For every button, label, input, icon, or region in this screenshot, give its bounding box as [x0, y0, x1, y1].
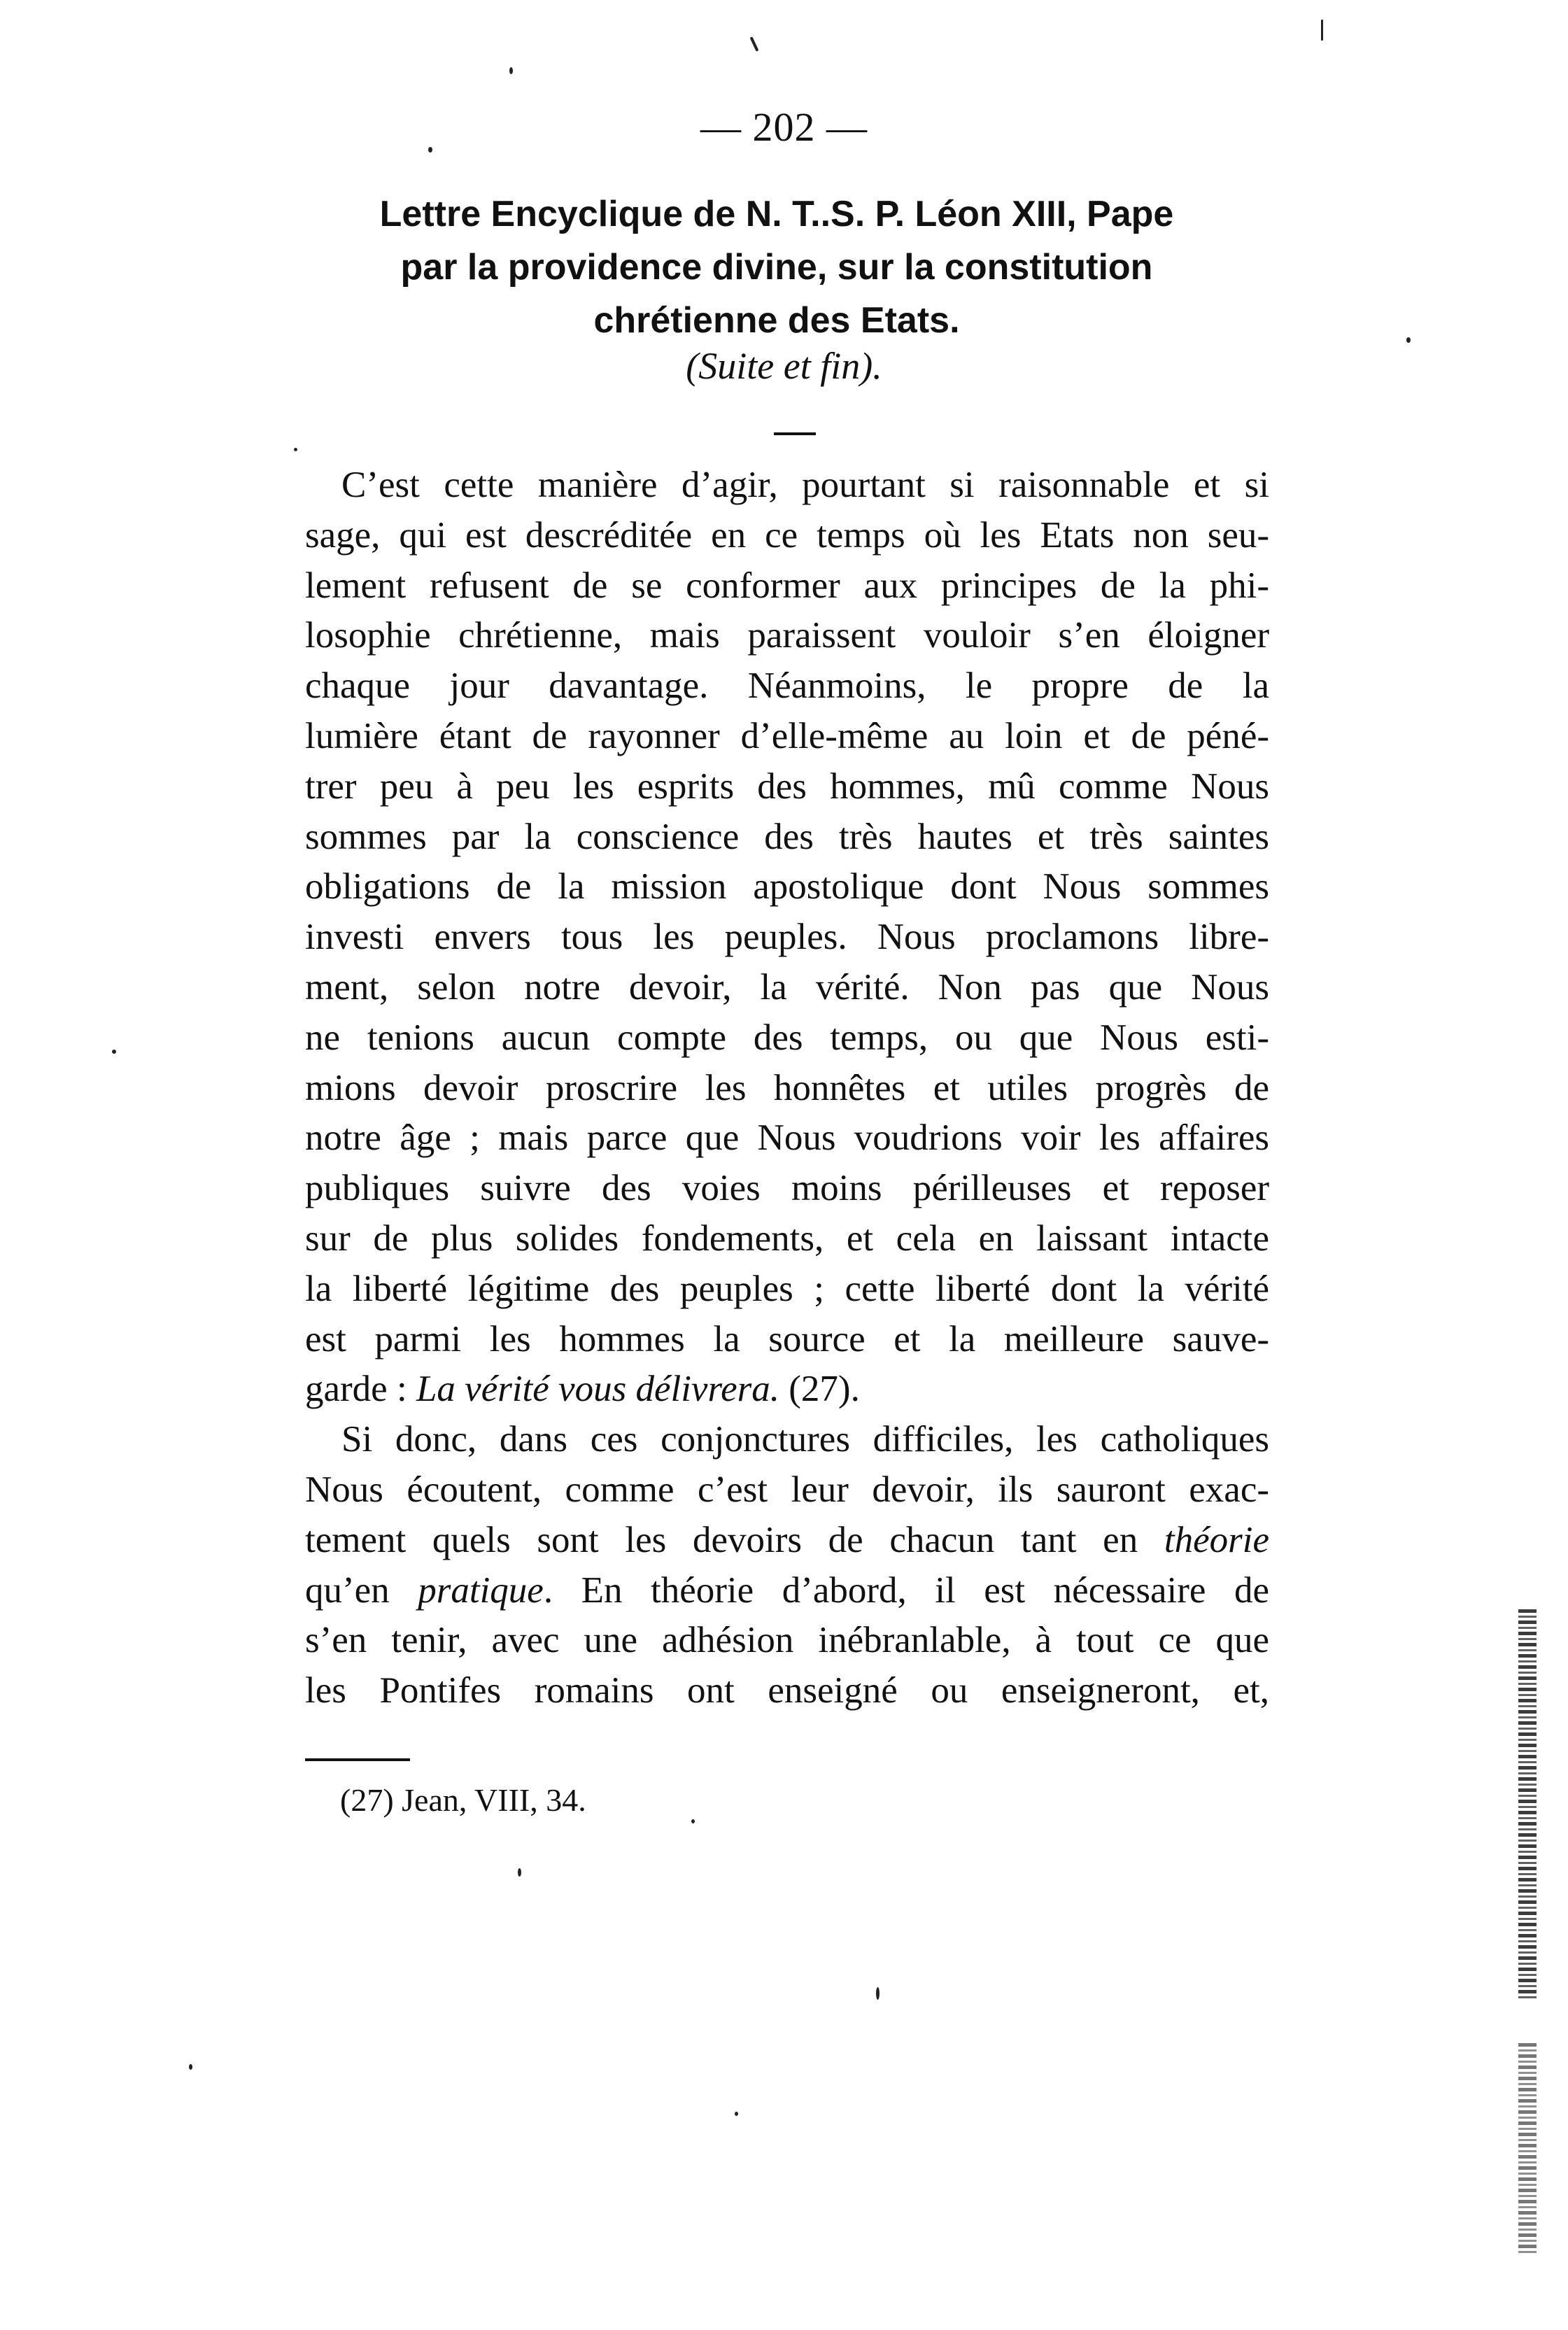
page-number: — 202 — [700, 104, 868, 150]
text-line: mions devoir proscrire les honnêtes et utiles progrès de [305, 1067, 1269, 1108]
text-line: Nous écoutent, comme c’est leur devoir, ils sauront exac- [305, 1469, 1269, 1510]
heading-line-1: Lettre Encyclique de N. T..S. P. Léon XIII, Pape [379, 194, 1174, 234]
footnote-rule [305, 1758, 410, 1761]
text-fragment: tement quels sont les devoirs de chacun tant en [305, 1519, 1164, 1560]
scan-speck [518, 1868, 521, 1877]
heading-line-2: par la providence divine, sur la constitution [400, 247, 1153, 288]
text-fragment: . En théorie d’abord, il est nécessaire de [543, 1569, 1269, 1611]
text-line: sur de plus solides fondements, et cela en laissant intacte [305, 1217, 1269, 1259]
text-line: trer peu à peu les esprits des hommes, mû comme Nous [305, 765, 1269, 807]
text-line: investi envers tous les peuples. Nous proclamons libre- [305, 917, 1269, 958]
text-line: obligations de la mission apostolique dont Nous sommes [305, 866, 1269, 908]
text-fragment: garde : [305, 1369, 416, 1410]
text-line: les Pontifes romains ont enseigné ou enseigneront, et, [305, 1670, 1269, 1711]
scan-speck [691, 1819, 695, 1823]
scan-speck [1406, 337, 1411, 343]
text-line: ment, selon notre devoir, la vérité. Non pas que Nous [305, 966, 1269, 1008]
text-line: losophie chrétienne, mais paraissent vouloir s’en éloigner [305, 615, 1269, 656]
text-line: publiques suivre des voies moins périlleuses et reposer [305, 1168, 1269, 1209]
scan-speck [750, 36, 759, 52]
emphasis-pratique: pratique [418, 1569, 544, 1611]
scripture-quote: La vérité vous délivrera. [416, 1369, 780, 1410]
scan-speck [189, 2064, 192, 2070]
encyclical-heading [266, 188, 1287, 347]
body-text [305, 460, 1269, 1716]
suite-et-fin-subtitle: (Suite et fin). [686, 345, 882, 387]
text-line: la liberté légitime des peuples ; cette liberté dont la vérité [305, 1268, 1269, 1309]
text-line: s’en tenir, avec une adhésion inébranlable, à tout ce que [305, 1620, 1269, 1661]
text-line: Si donc, dans ces conjonctures difficiles, les catholiques [341, 1419, 1269, 1460]
section-divider [774, 432, 816, 435]
scan-speck [735, 2112, 738, 2116]
text-line [305, 1566, 1269, 1616]
footnote: (27) Jean, VIII, 34. [340, 1782, 586, 1818]
text-line [305, 1516, 1269, 1566]
scan-speck [1321, 20, 1323, 41]
text-line: C’est cette manière d’agir, pourtant si raisonnable et si [341, 465, 1269, 505]
text-line: ne tenions aucun compte des temps, ou que Nous esti- [305, 1017, 1269, 1058]
scan-speck [428, 147, 432, 153]
text-line-with-citation [305, 1364, 1269, 1415]
text-line: lumière étant de rayonner d’elle-même au loin et de péné- [305, 715, 1269, 756]
scan-speck [112, 1050, 116, 1054]
scan-speck [876, 1987, 880, 2000]
emphasis-theorie: théorie [1164, 1519, 1269, 1560]
binding-edge-noise [1518, 1609, 1537, 2001]
binding-edge-noise [1518, 2043, 1537, 2253]
footnote-reference: (27). [779, 1369, 860, 1410]
text-fragment: qu’en [305, 1569, 418, 1611]
text-line: est parmi les hommes la source et la meilleure sauve- [305, 1318, 1269, 1360]
heading-line-3: chrétienne des Etats. [593, 300, 960, 341]
text-line: chaque jour davantage. Néanmoins, le propre de la [305, 665, 1269, 707]
text-line: notre âge ; mais parce que Nous voudrions voir les affaires [305, 1117, 1269, 1159]
text-line: sommes par la conscience des très hautes et très saintes [305, 816, 1269, 857]
text-line: lement refusent de se conformer aux principes de la phi- [305, 565, 1269, 606]
scan-speck [294, 448, 297, 451]
scan-speck [509, 67, 513, 74]
text-line: sage, qui est descréditée en ce temps où les Etats non seu- [305, 514, 1269, 556]
